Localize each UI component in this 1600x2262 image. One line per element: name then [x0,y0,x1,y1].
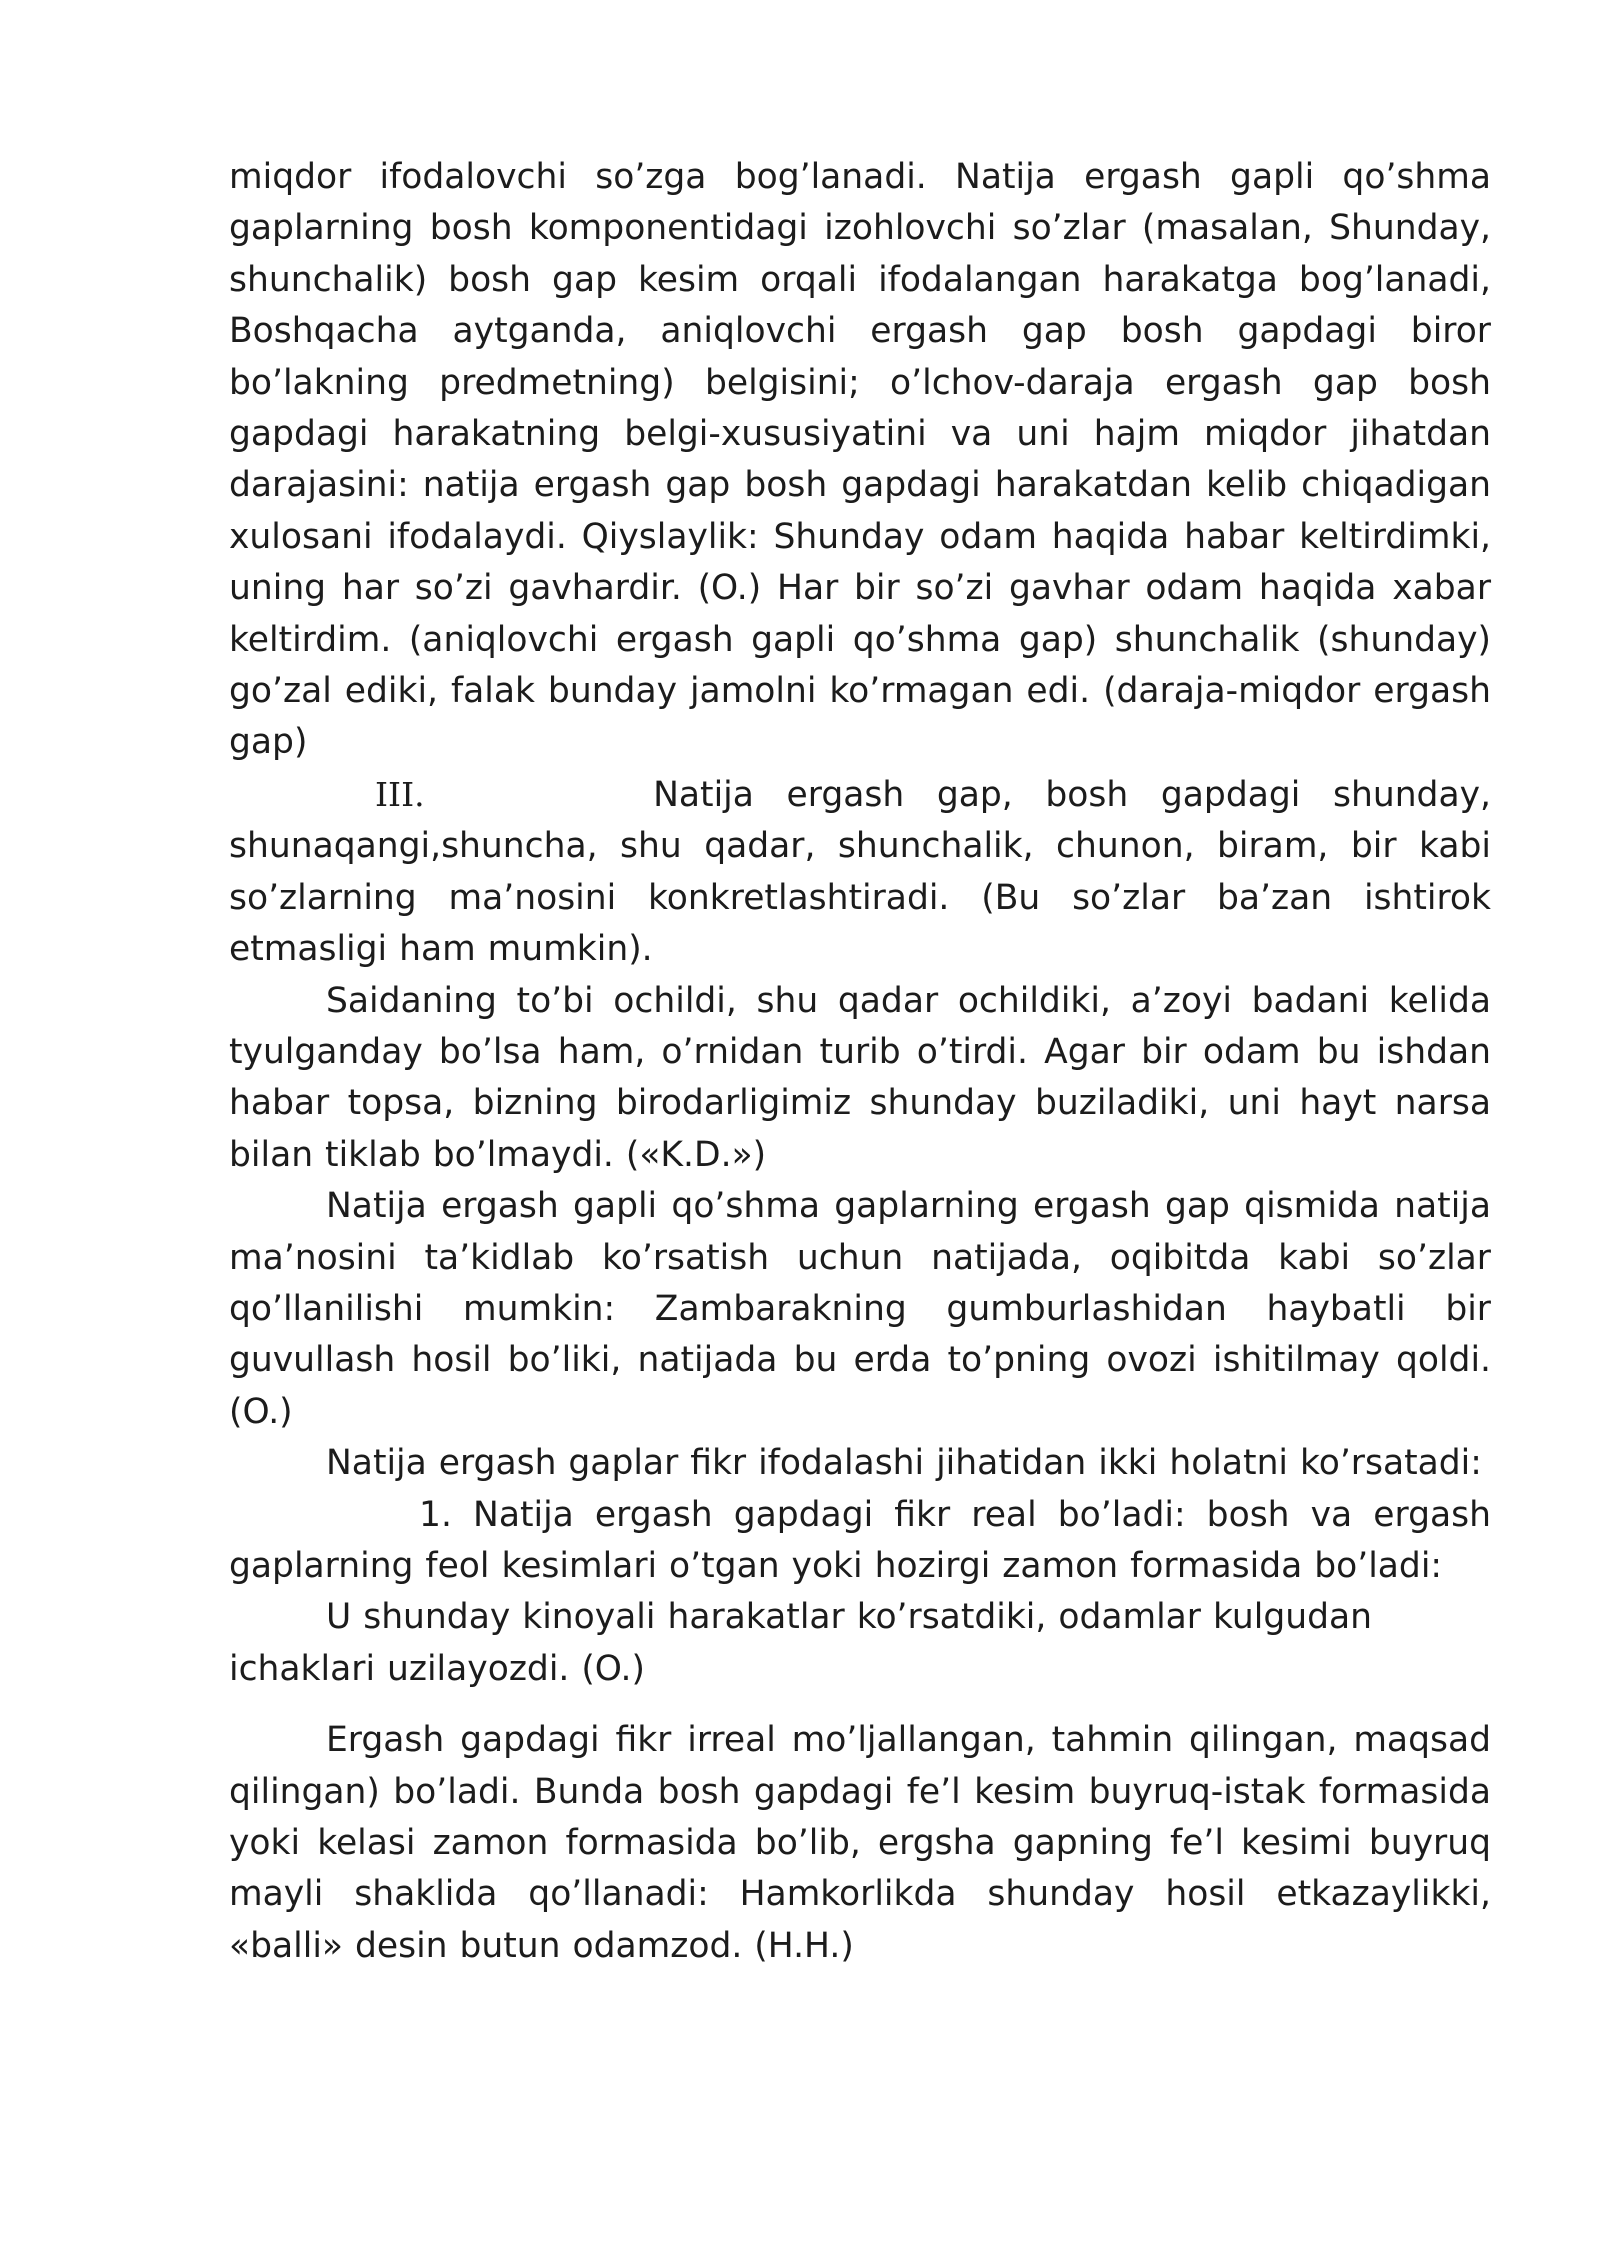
paragraph-9: Ergash gapdagi fikr irreal mo’ljallangan, tahmin qilingan, maqsad qilingan) bo’ladi. Bunda bosh gapdagi fe’l kesim buyruq-istak formasida yoki kelasi zamon formasida bo’lib, ergsha gapning fe’l kesimi buyruq mayli shaklida qo’llanadi: Hamkorlikda shunday hosil etkazaylikki, «balli» desin butun odamzod. (H.H.) [229,1720,1491,1966]
paragraph-1: miqdor ifodalovchi so’zga bog’lanadi. Natija ergash gapli qo’shma gaplarning bosh komponentidagi izohlovchi so’zlar (masalan, Shunday, shunchalik) bosh gap kesim orqali ifodalangan harakatga bog’lanadi, Boshqacha aytganda, aniqlovchi ergash gap bosh gapdagi biror bo’lakning predmetning) belgisini; o’lchov-daraja ergash gap bosh gapdagi harakatning belgi-xususiyatini va uni hajm miqdor jihatdan darajasini: natija ergash gap bosh gapdagi harakatdan kelib chiqadigan xulosani ifodalaydi. Qiyslaylik: Shunday odam haqida habar keltirdimki, uning har so’zi gavhardir. (O.) Har bir so’zi gavhar odam haqida xabar keltirdim. (aniqlovchi ergash gapli qo’shma gap) shunchalik (shunday) go’zal ediki, falak bunday jamolni ko’rmagan edi. (daraja-miqdor ergash gap) [229,157,1491,763]
roman-numeral: III. [375,774,425,814]
paragraph-4: Natija ergash gapli qo’shma gaplarning ergash gap qismida natija ma’nosini ta’kidlab ko’rsatish uchun natijada, oqibitda kabi so’zlar qo’llanilishi mumkin: Zambarakning gumburlashidan haybatli bir guvullash hosil bo’liki, natijada bu erda to’pning ovozi ishitilmay qoldi. (O.) [229,1186,1491,1432]
paragraph-2-text: Natija ergash gap, bosh gapdagi shunday, shunaqangi,shuncha, shu qadar, shunchalik, chunon, biram, bir kabi so’zlarning ma’nosini konkretlashtiradi. (Bu so’zlar ba’zan ishtirok etmasligi ham mumkin). [229,774,1491,970]
example-line-2: ichaklari uzilayozdi. (O.) [229,1648,645,1689]
numbered-paragraph-1: 1. Natija ergash gapdagi fikr real bo’ladi: bosh va ergash gaplarning feol kesimlari o’tgan yoki hozirgi zamon formasida bo’ladi: [229,1494,1491,1586]
document-page [229,152,1491,1972]
example-line-1: U shunday kinoyali harakatlar ko’rsatdiki, odamlar kulgudan [326,1597,1373,1638]
paragraph-3: Saidaning to’bi ochildi, shu qadar ochildiki, a’zoyi badani kelida tyulganday bo’lsa ham, o’rnidan turib o’tirdi. Agar bir odam bu ishdan habar topsa, bizning birodarligimiz shunday buziladiki, uni hayt narsa bilan tiklab bo’lmaydi. («K.D.») [229,980,1491,1175]
paragraph-5: Natija ergash gaplar fikr ifodalashi jihatidan ikki holatni ko’rsatadi: [326,1443,1482,1484]
paragraph-2 [229,769,1491,976]
